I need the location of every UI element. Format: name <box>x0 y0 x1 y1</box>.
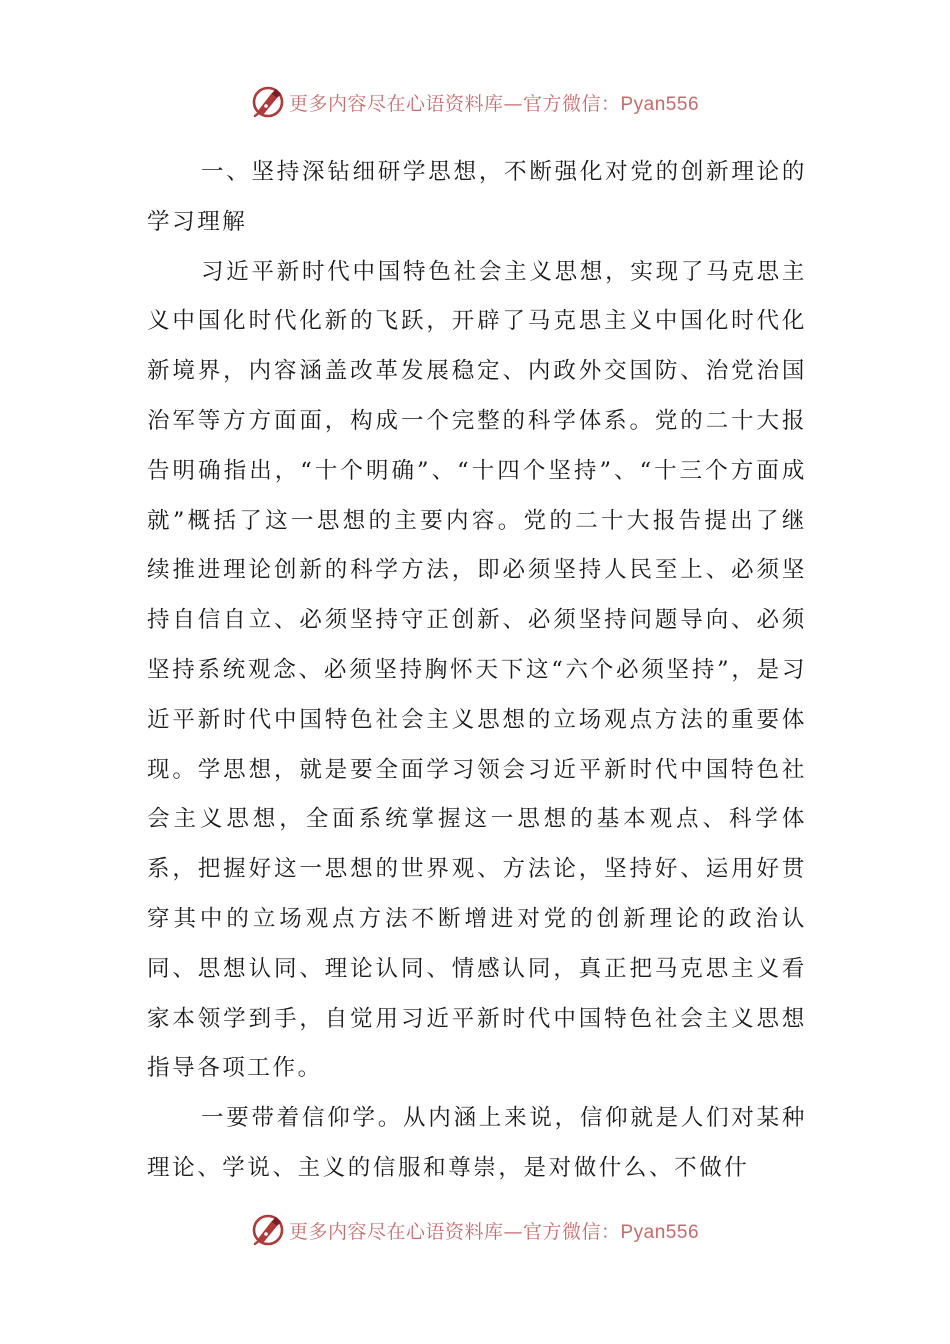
section-heading: 一、坚持深钻细研学思想，不断强化对党的创新理论的学习理解 <box>147 159 807 235</box>
header-watermark <box>0 82 950 122</box>
pen-nib-logo-icon <box>251 85 285 119</box>
body-paragraph: 习近平新时代中国特色社会主义思想，实现了马克思主义中国化时代化新的飞跃，开辟了马克思主义中国化时代化新境界，内容涵盖改革发展稳定、内政外交国防、治党治国治军等方方面面，构成一个完整的科学体系。党的二十大报告明确指出，“十个明确”、“十四个坚持”、“十三个方面成就”概括了这一思想的主要内容。党的二十大报告提出了继续推进理论创新的科学方法，即必须坚持人民至上、必须坚持自信自立、必须坚持守正创新、必须坚持问题导向、必须坚持系统观念、必须坚持胸怀天下这“六个必须坚持”，是习近平新时代中国特色社会主义思想的立场观点方法的重要体现。学思想，就是要全面学习领会习近平新时代中国特色社会主义思想，全面系统掌握这一思想的基本观点、科学体系，把握好这一思想的世界观、方法论，坚持好、运用好贯穿其中的立场观点方法不断增进对党的创新理论的政治认同、思想认同、理论认同、情感认同，真正把马克思主义看家本领学到手，自觉用习近平新时代中国特色社会主义思想指导各项工作。 <box>147 258 807 1082</box>
document-body <box>147 148 807 1194</box>
footer-watermark <box>0 1210 950 1250</box>
body-paragraph: 一要带着信仰学。从内涵上来说，信仰就是人们对某种理论、学说、主义的信服和尊崇，是对做什么、不做什 <box>147 1105 807 1181</box>
watermark-handle: Pyan556 <box>620 1221 700 1243</box>
watermark-text: 更多内容尽在心语资料库—官方微信：Pyan556 <box>288 92 700 115</box>
watermark-text: 更多内容尽在心语资料库—官方微信：Pyan556 <box>288 1220 700 1243</box>
watermark-handle: Pyan556 <box>620 93 700 115</box>
pen-nib-logo-icon <box>251 1213 285 1247</box>
